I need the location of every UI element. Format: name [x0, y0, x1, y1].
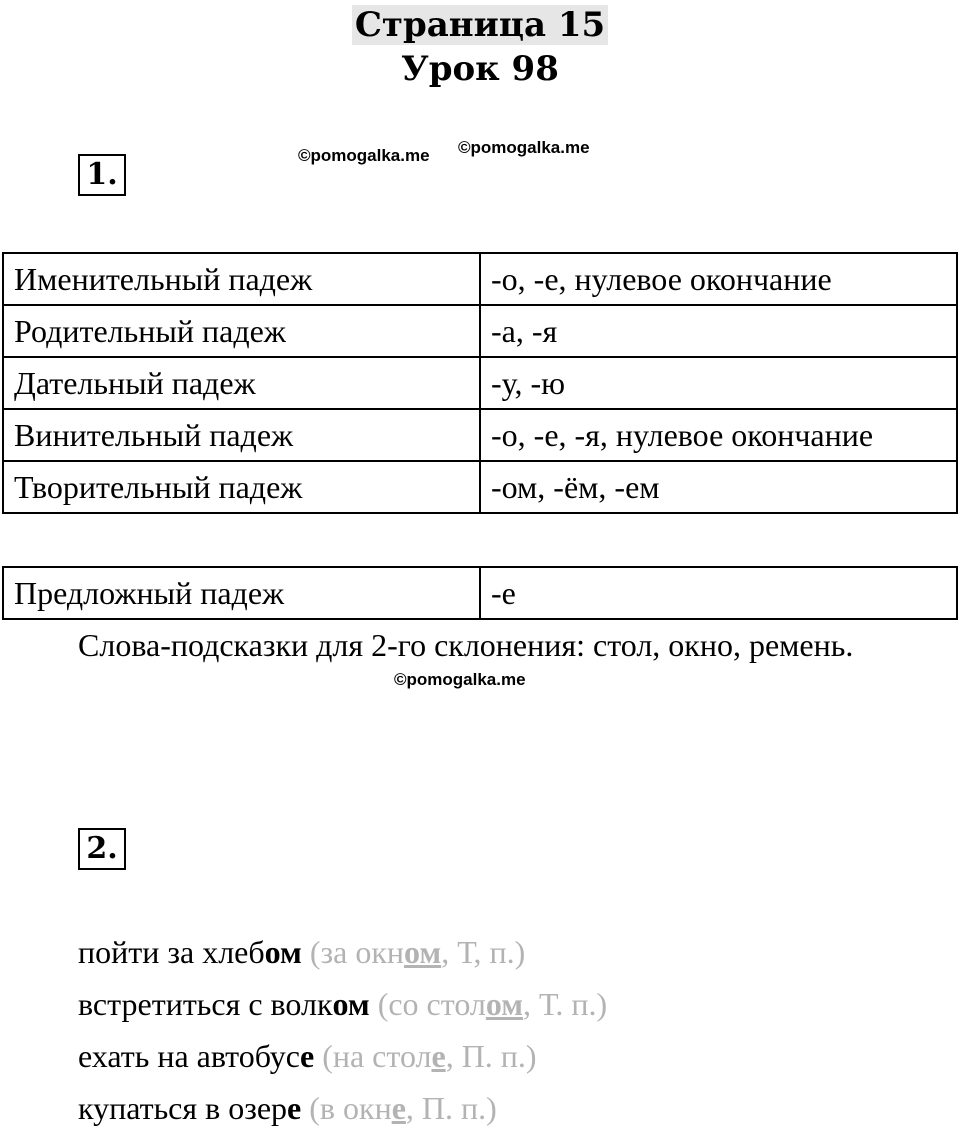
phrase-ending: е [299, 1038, 315, 1074]
list-item [78, 926, 938, 978]
hint-ending: ом [485, 986, 524, 1022]
case-endings: -о, -е, нулевое окончание [480, 253, 957, 305]
case-endings: -ом, -ём, -ем [480, 461, 957, 513]
phrase-ending: ом [264, 934, 302, 970]
table-row [3, 305, 957, 357]
table-row [3, 461, 957, 513]
case-name: Дательный падеж [3, 357, 480, 409]
hint-word: (за окном, Т, п.) [309, 934, 526, 970]
list-item [78, 1030, 938, 1082]
hint-ending: е [391, 1090, 406, 1126]
list-item [78, 1082, 938, 1134]
phrase-ending: ом [332, 986, 370, 1022]
phrase: пойти за хлеб [78, 934, 265, 970]
list-item [78, 978, 938, 1030]
case-endings: -е [480, 567, 957, 619]
table-row [3, 253, 957, 305]
task-number-1: 1. [78, 154, 126, 196]
phrase: ехать на автобус [78, 1038, 300, 1074]
hint-word: (на столе, П. п.) [322, 1038, 537, 1074]
case-name: Именительный падеж [3, 253, 480, 305]
table-row [3, 567, 957, 619]
task-number-2: 2. [78, 828, 126, 870]
hint-word: (со столом, Т. п.) [377, 986, 608, 1022]
case-name: Винительный падеж [3, 409, 480, 461]
table-row [3, 357, 957, 409]
case-name: Предложный падеж [3, 567, 480, 619]
case-endings-table [2, 252, 958, 514]
hint-paragraph [2, 620, 958, 670]
case-endings: -у, -ю [480, 357, 957, 409]
case-endings: -а, -я [480, 305, 957, 357]
hint-word: (в окне, П. п.) [309, 1090, 497, 1126]
page-title [0, 4, 960, 46]
hint-text: Слова-подсказки для 2-го склонения: стол, окно, ремень. [78, 627, 854, 663]
hint-ending: ом [404, 934, 442, 970]
case-name: Родительный падеж [3, 305, 480, 357]
phrase: встретиться с волк [78, 986, 333, 1022]
watermark: ©pomogalka.me [298, 146, 430, 165]
example-list [78, 926, 938, 1134]
case-name: Творительный падеж [3, 461, 480, 513]
case-endings-table-last [2, 566, 958, 620]
case-endings: -о, -е, -я, нулевое окончание [480, 409, 957, 461]
lesson-title: Урок 98 [401, 49, 559, 89]
watermark: ©pomogalka.me [458, 138, 590, 157]
phrase: купаться в озер [78, 1090, 288, 1126]
page-title-text: Страница 15 [352, 5, 608, 45]
phrase-ending: е [287, 1090, 302, 1126]
table-row [3, 409, 957, 461]
watermark: ©pomogalka.me [394, 670, 526, 689]
hint-ending: е [431, 1038, 446, 1074]
